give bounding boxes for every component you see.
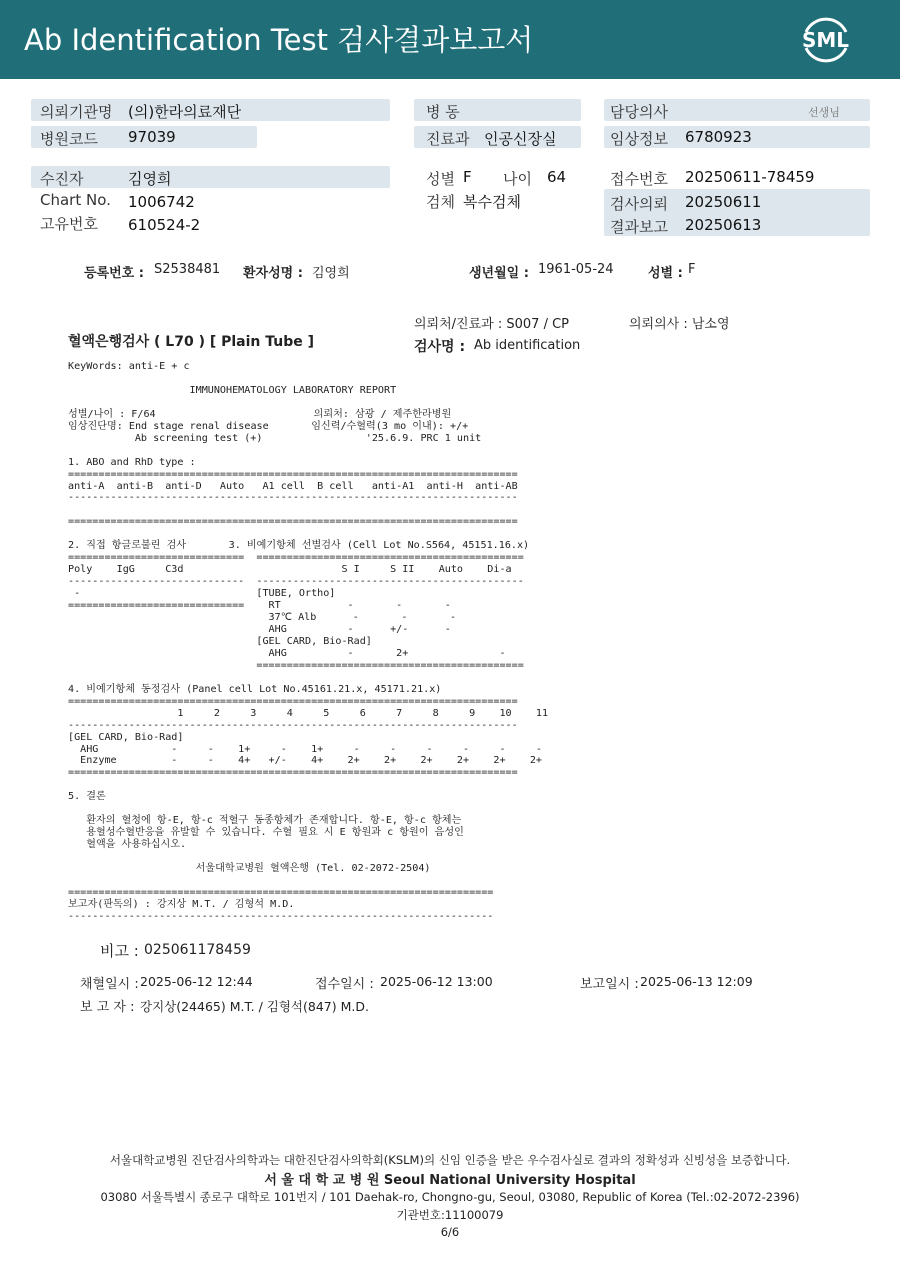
age-label: 나이 — [503, 170, 532, 188]
clinical-label: 임상정보 — [610, 130, 668, 148]
receive-value: 2025-06-12 13:00 — [380, 974, 493, 989]
hosp-code-value: 97039 — [128, 128, 176, 146]
doctor-label: 담당의사 — [610, 103, 668, 121]
chart-label: Chart No. — [40, 191, 111, 209]
reporter-label: 보 고 자 : — [80, 1000, 135, 1015]
result-value: 20250613 — [685, 216, 762, 234]
name-label: 환자성명 : — [243, 266, 303, 281]
logo-text: SML — [802, 28, 850, 52]
doctor-suffix: 선생님 — [808, 106, 840, 119]
req-dept: 의뢰처/진료과 : S007 / CP — [414, 317, 569, 332]
test-req-label: 검사의뢰 — [610, 195, 668, 213]
exam-label: 검사명 : — [414, 339, 466, 355]
specimen-value: 복수검체 — [463, 193, 521, 211]
footer-address: 03080 서울특별시 종로구 대학로 101번지 / 101 Daehak-ro, Chongno-gu, Seoul, 03080, Republic of Korea (Tel.:02-2072-2396) — [100, 1190, 800, 1204]
ward-label: 병 동 — [426, 103, 460, 121]
receipt-value: 20250611-78459 — [685, 168, 815, 186]
sex2-value: F — [688, 262, 696, 277]
result-label: 결과보고 — [610, 218, 668, 236]
exam-value: Ab identification — [474, 338, 581, 353]
page-number: 6/6 — [440, 1225, 460, 1239]
hosp-code-label: 병원코드 — [40, 130, 98, 148]
collect-label: 채혈일시 : — [80, 977, 139, 992]
test-req-value: 20250611 — [685, 193, 762, 211]
footer-hospital-name: 서 울 대 학 교 병 원 Seoul National University Hospital — [264, 1173, 636, 1188]
sex2-label: 성별 : — [648, 266, 683, 281]
uid-value: 610524-2 — [128, 216, 201, 234]
reg-label: 등록번호 : — [84, 266, 144, 281]
test-name-title: 혈액은행검사 ( L70 ) [ Plain Tube ] — [68, 334, 315, 350]
dob-value: 1961-05-24 — [538, 262, 614, 277]
lab-report-text: KeyWords: anti-E + c IMMUNOHEMATOLOGY LABORATORY REPORT 성별/나이 : F/64 의뢰처: 삼광 / 제주한라병원 임상진단명: End stage renal disease 임신력/수혈력(3 mo 이내): +/+ Ab screening test (+) '25.6.9. PRC 1 unit 1. ABO and RhD type : ========================================================================== anti-A anti-B anti-D Auto A1 cell B cell anti-A1 anti-H anti-AB -------------------------------------------------------------------------- ========================================================================== 2. 직접 항글로불린 검사 3. 비예기항체 선별검사 (Cell Lot No.S564, 45151.16.x) ============================= ============================================ Poly IgG C3d S I S II Auto Di-a ----------------------------- -------------------------------------------- - [TUBE, Ortho] ============================= RT - - - 37℃ Alb - - - AHG - +/- - [GEL CARD, Bio-Rad] AHG - 2+ - ============================================ 4. 비예기항체 동정검사 (Panel cell Lot No.45161.21.x, 45171.21.x) ========================================================================== 1 2 3 4 5 6 7 8 9 10 11 -------------------------------------------------------------------------- [GEL CARD, Bio-Rad] AHG - - 1+ - 1+ - - - - - - Enzyme - - 4+ +/- 4+ 2+ 2+ 2+ 2+ 2+ 2+ ========================================================================== 5. 결론 환자의 혈청에 항-E, 항-c 적혈구 동종항체가 존재합니다. 항-E, 항-c 항체는 용혈성수혈반응을 유발할 수 있습니다. 수혈 필요 시 E 항원과 c 항원이 음성인 혈액을 사용하십시오. 서울대학교병원 혈액은행 (Tel. 02-2072-2504) ====================================================================== 보고자(판독의) : 강지상 M.T. / 김형석 M.D. ---------------------------------------------------------------------- — [68, 361, 549, 922]
report-title: Ab Identification Test 검사결과보고서 — [24, 23, 534, 57]
req-inst-value: (의)한라의료재단 — [128, 103, 242, 121]
receive-label: 접수일시 : — [315, 977, 374, 992]
dept-label: 진료과 — [426, 130, 470, 148]
chart-value: 1006742 — [128, 193, 195, 211]
report-value: 2025-06-13 12:09 — [640, 974, 753, 989]
reporter-value: 강지상(24465) M.T. / 김형석(847) M.D. — [140, 999, 369, 1014]
remarks-value: 025061178459 — [144, 942, 251, 958]
receipt-label: 접수번호 — [610, 170, 668, 188]
uid-label: 고유번호 — [40, 215, 98, 233]
patient-label: 수진자 — [40, 170, 84, 188]
name-value: 김영희 — [312, 266, 350, 281]
age-value: 64 — [547, 168, 567, 186]
sex-label: 성별 — [426, 170, 455, 188]
reg-value: S2538481 — [154, 262, 221, 277]
footer-institution-number: 기관번호:11100079 — [396, 1208, 504, 1222]
footer-certification: 서울대학교병원 진단검사의학과는 대한진단검사의학회(KSLM)의 신임 인증을 받은 우수검사실로 결과의 정확성과 신빙성을 보증합니다. — [109, 1153, 791, 1167]
sex-value: F — [463, 168, 472, 186]
dept-value: 인공신장실 — [484, 130, 557, 148]
remarks-label: 비고 : — [100, 942, 139, 960]
patient-value: 김영희 — [128, 170, 172, 188]
req-doctor: 의뢰의사 : 남소영 — [629, 317, 730, 332]
bar-patient — [31, 166, 390, 188]
dob-label: 생년월일 : — [469, 266, 529, 281]
sml-logo — [796, 12, 856, 66]
specimen-label: 검체 — [426, 193, 455, 211]
report-header — [0, 0, 900, 79]
clinical-value: 6780923 — [685, 128, 752, 146]
collect-value: 2025-06-12 12:44 — [140, 974, 253, 989]
report-label: 보고일시 : — [580, 977, 639, 992]
req-inst-label: 의뢰기관명 — [40, 103, 113, 121]
